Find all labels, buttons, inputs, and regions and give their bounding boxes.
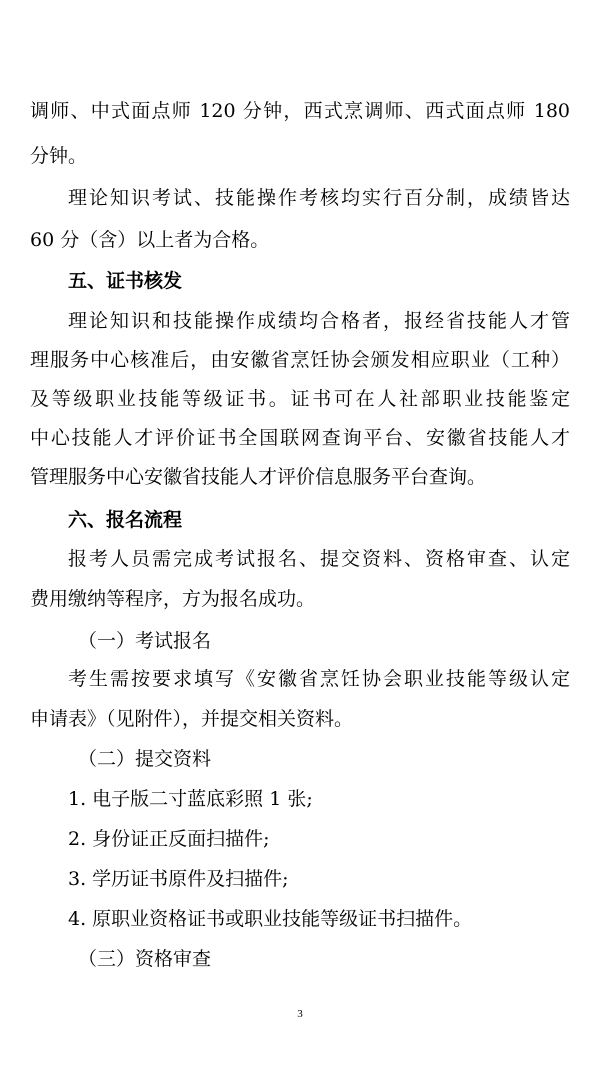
- body-line: 申请表》（见附件），并提交相关资料。: [30, 708, 354, 730]
- list-item: 1. 电子版二寸蓝底彩照 1 张;: [68, 788, 313, 810]
- subsection-heading-qualification-review: （三）资格审查: [78, 948, 212, 970]
- list-item: 3. 学历证书原件及扫描件;: [68, 868, 289, 890]
- body-line: 分钟。: [30, 145, 88, 167]
- subsection-heading-submit-materials: （二）提交资料: [78, 748, 212, 770]
- body-line: 理论知识和技能操作成绩均合格者，报经省技能人才管: [68, 310, 570, 332]
- page-number: 3: [297, 1008, 303, 1020]
- body-line: 理服务中心核准后，由安徽省烹饪协会颁发相应职业（工种）: [30, 349, 570, 371]
- list-item: 4. 原职业资格证书或职业技能等级证书扫描件。: [68, 908, 473, 930]
- body-line: 费用缴纳等程序，方为报名成功。: [30, 588, 316, 610]
- body-line: 60 分（含）以上者为合格。: [30, 229, 270, 251]
- body-line: 中心技能人才评价证书全国联网查询平台、安徽省技能人才: [30, 427, 570, 449]
- subsection-heading-exam-registration: （一）考试报名: [78, 630, 212, 652]
- body-line: 考生需按要求填写《安徽省烹饪协会职业技能等级认定: [68, 668, 570, 690]
- body-line: 理论知识考试、技能操作考核均实行百分制，成绩皆达: [68, 187, 570, 209]
- body-line: 报考人员需完成考试报名、提交资料、资格审查、认定: [68, 548, 570, 570]
- body-line: 调师、中式面点师 120 分钟，西式烹调师、西式面点师 180: [30, 100, 570, 122]
- section-heading-registration: 六、报名流程: [68, 509, 183, 531]
- body-line: 及等级职业技能等级证书。证书可在人社部职业技能鉴定: [30, 388, 570, 410]
- body-line: 管理服务中心安徽省技能人才评价信息服务平台查询。: [30, 466, 487, 488]
- section-heading-certificate: 五、证书核发: [68, 270, 183, 292]
- list-item: 2. 身份证正反面扫描件;: [68, 828, 270, 850]
